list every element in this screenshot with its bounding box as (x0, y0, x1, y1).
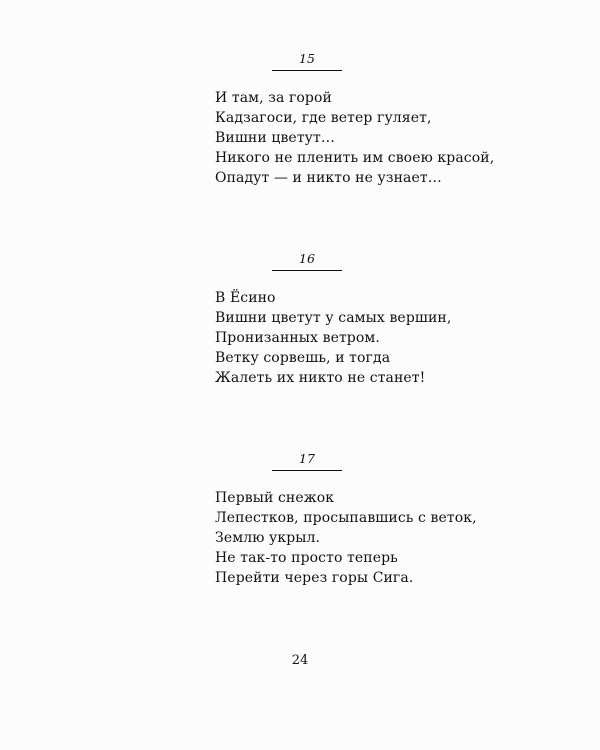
poem-line: Вишни цветут у самых вершин, (215, 310, 452, 326)
page-number: 24 (291, 653, 309, 668)
poem-line: И там, за горой (215, 90, 332, 106)
poem-line: В Ёсино (215, 290, 276, 306)
poem-number-17: 17 (272, 451, 342, 471)
poem-line: Лепестков, просыпавшись с веток, (215, 510, 477, 526)
poem-line: Не так-то просто теперь (215, 550, 398, 566)
poem-line: Жалеть их никто не станет! (215, 370, 426, 386)
poem-17 (215, 488, 477, 588)
poem-number-15: 15 (272, 51, 342, 71)
poem-line: Пронизанных ветром. (215, 330, 380, 346)
poem-15 (215, 88, 494, 188)
poem-line: Вишни цветут… (215, 130, 335, 146)
poem-line: Первый снежок (215, 490, 335, 506)
poem-line: Опадут — и никто не узнает… (215, 170, 442, 186)
poem-line: Никого не пленить им своею красой, (215, 150, 495, 166)
poem-number-16: 16 (272, 251, 342, 271)
poem-line: Перейти через горы Сига. (215, 570, 414, 586)
poem-line: Ветку сорвешь, и тогда (215, 350, 391, 366)
poem-line: Кадзагоси, где ветер гуляет, (215, 110, 432, 126)
poem-line: Землю укрыл. (215, 530, 321, 546)
poem-16 (215, 288, 451, 388)
